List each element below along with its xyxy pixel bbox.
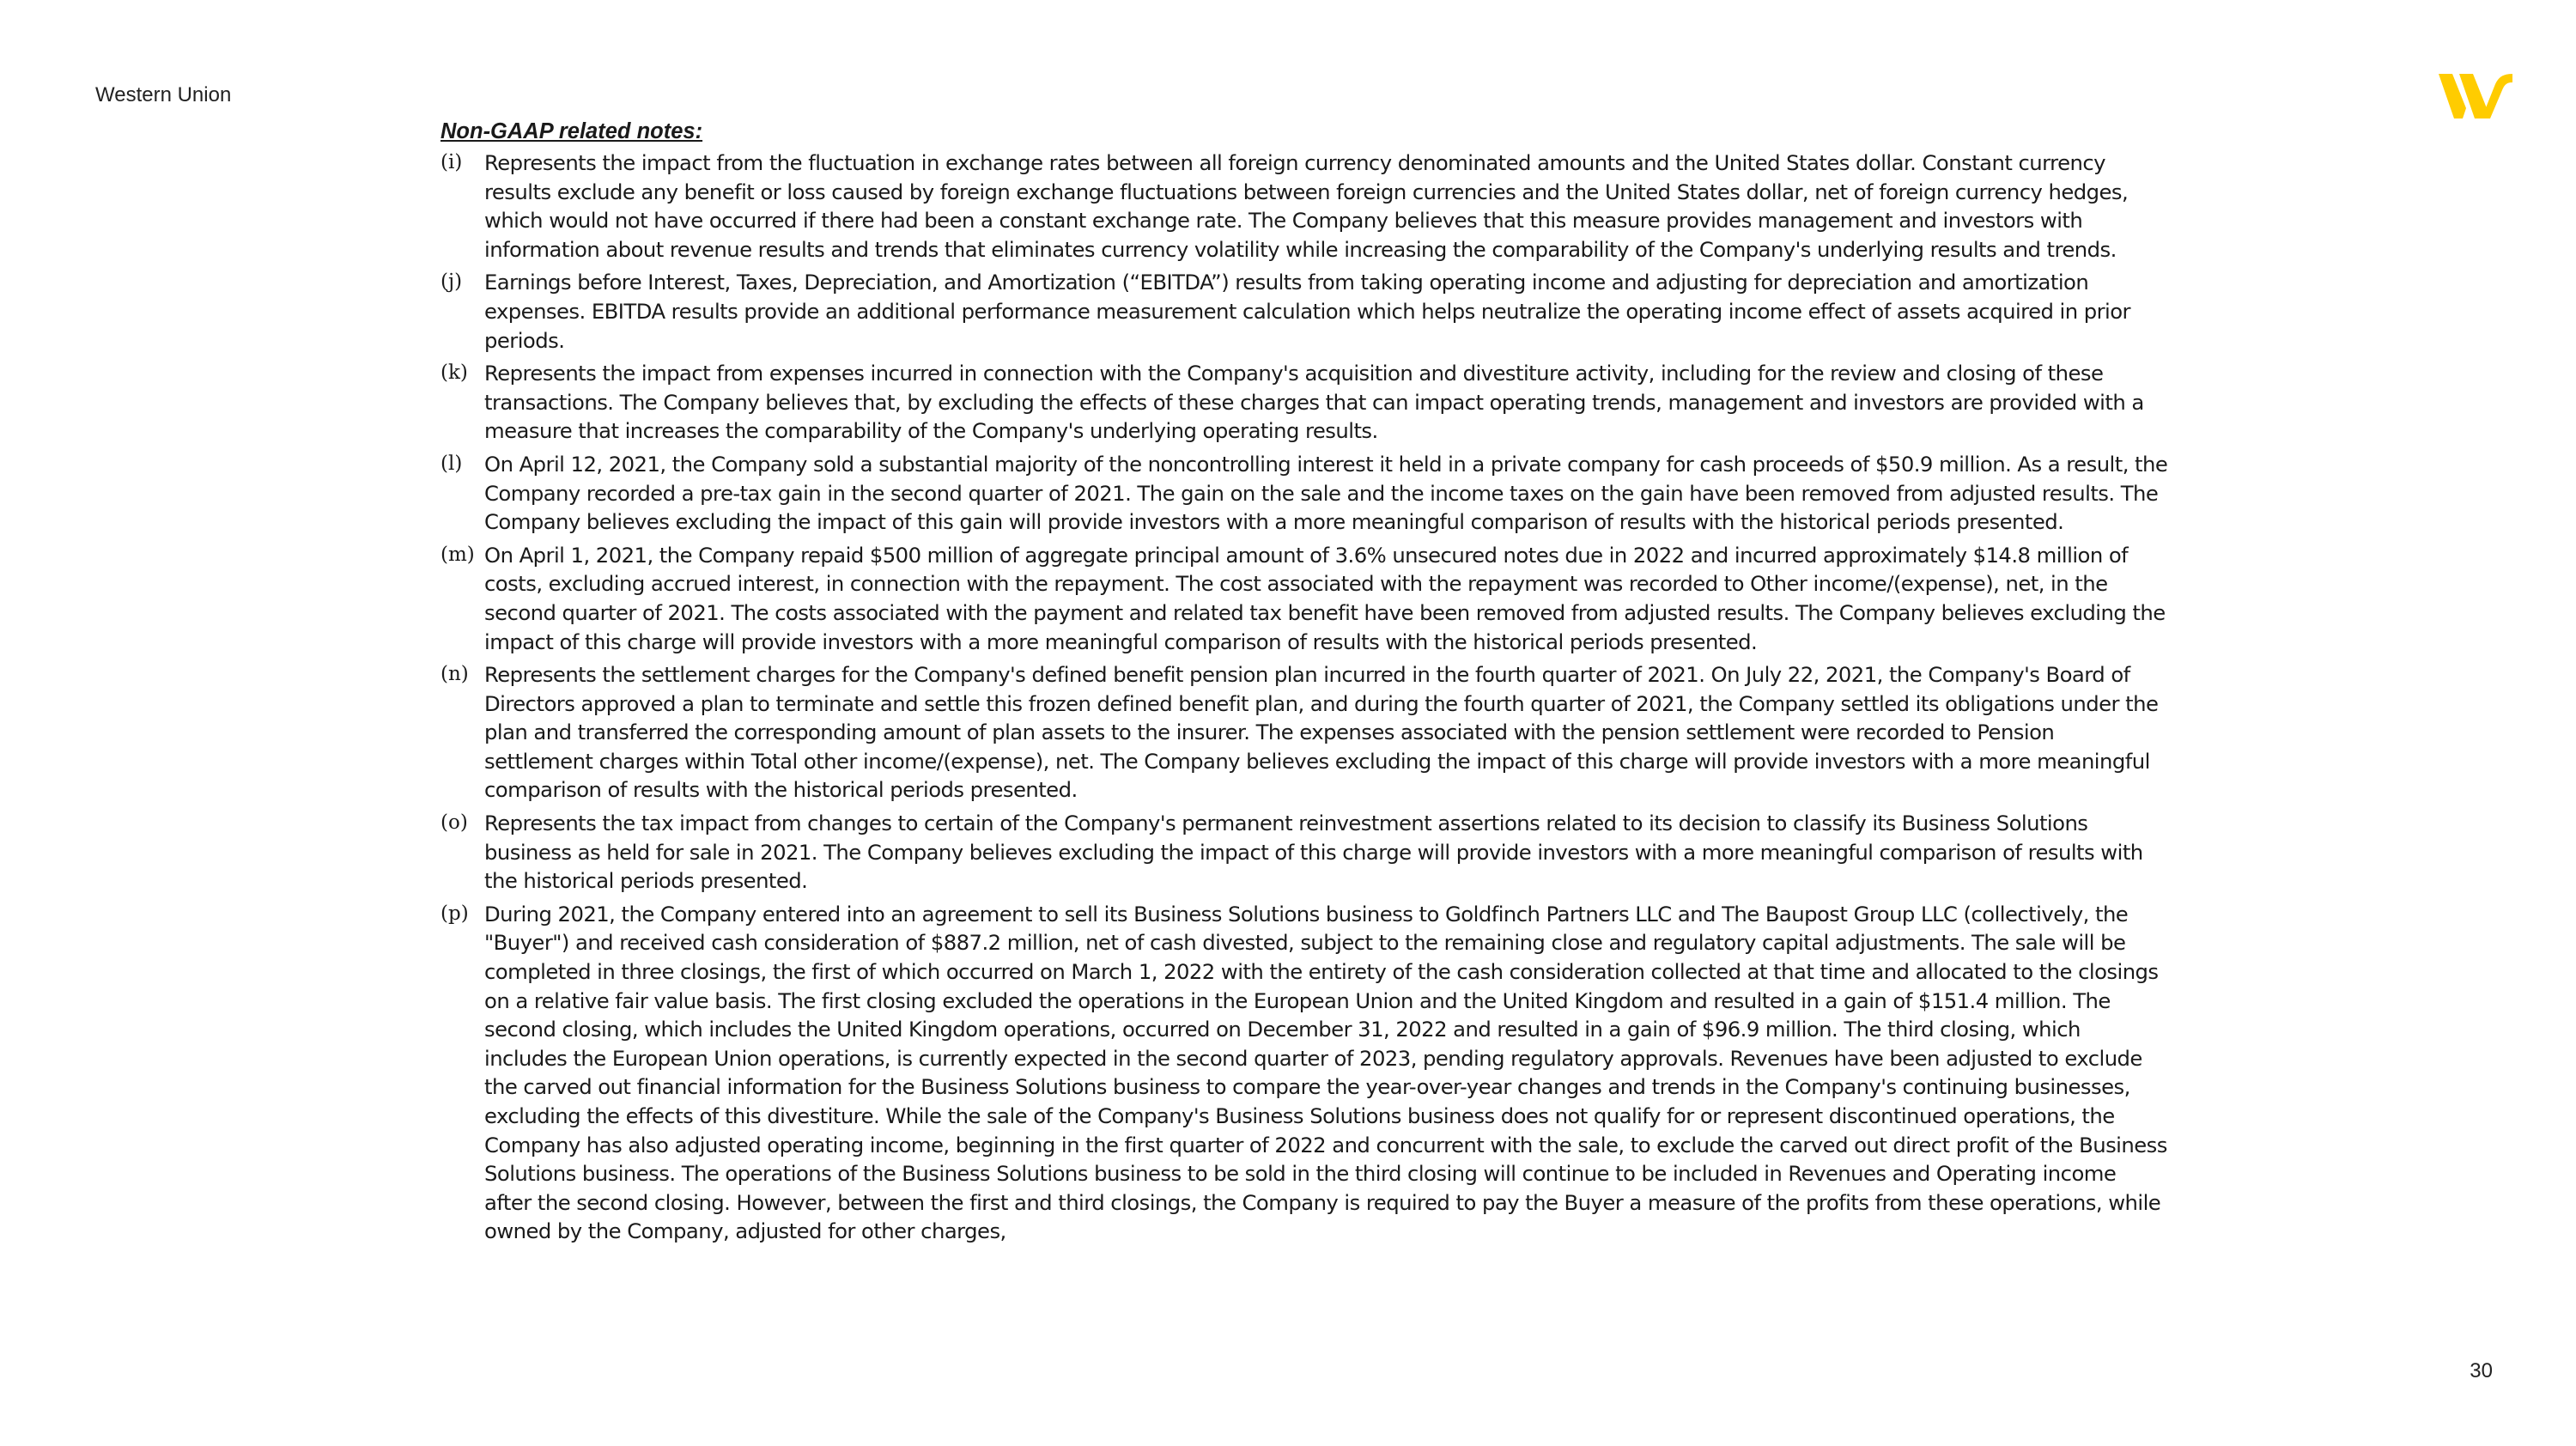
note-item-j [440, 268, 2168, 355]
note-text: On April 1, 2021, the Company repaid $500 million of aggregate principal amount of 3.6% unsecured notes due in 2022 and incurred approximately $14.8 million of costs, excluding accrued interest, in connection with the repayment. The cost associated with the repayment was recorded to Other income/(expense), net, in the second quarter of 2021. The costs associated with the payment and related tax benefit have been removed from adjusted results. The Company believes excluding the impact of this charge will provide investors with a more meaningful comparison of results with the historical periods presented. [484, 542, 2166, 654]
note-marker: (p) [440, 902, 469, 925]
note-marker: (n) [440, 663, 469, 686]
note-text: Earnings before Interest, Taxes, Depreciation, and Amortization (“EBITDA”) results from taking operating income and adjusting for depreciation and amortization expenses. EBITDA results provide an additional performance measurement calculation which helps neutralize the operating income effect of assets acquired in prior periods. [484, 270, 2131, 353]
note-marker: (k) [440, 362, 468, 385]
note-text: Represents the impact from the fluctuation in exchange rates between all foreign currency denominated amounts and the United States dollar. Constant currency results exclude any benefit or loss caused by foreign exchange fluctuations between foreign currencies and the United States dollar, net of foreign currency hedges, which would not have occurred if there had been a constant exchange rate. The Company believes that this measure provides management and investors with information about revenue results and trends that eliminates currency volatility while increasing the comparability of the Company's underlying results and trends. [484, 150, 2129, 262]
note-text: Represents the tax impact from changes to certain of the Company's permanent reinvestment assertions related to its decision to classify its Business Solutions business as held for sale in 2021. The Company believes excluding the impact of this charge will provide investors with a more meaningful comparison of results with the historical periods presented. [484, 811, 2143, 894]
note-item-n [440, 660, 2168, 805]
note-marker: (i) [440, 151, 463, 173]
note-marker: (j) [440, 270, 463, 294]
notes-title: Non-GAAP related notes: [440, 119, 703, 143]
note-item-k [440, 359, 2168, 446]
note-item-m [440, 541, 2168, 656]
note-marker: (m) [440, 543, 475, 566]
non-gaap-notes [440, 117, 2168, 1250]
note-text: On April 12, 2021, the Company sold a substantial majority of the noncontrolling interest it held in a private company for cash proceeds of $50.9 million. As a result, the Company recorded a pre-tax gain in the second quarter of 2021. The gain on the sale and the income taxes on the gain have been removed from adjusted results. The Company believes excluding the impact of this gain will provide investors with a more meaningful comparison of results with the historical periods presented. [484, 451, 2168, 535]
page-number: 30 [2470, 1359, 2493, 1382]
logo-stroke-right [2482, 74, 2512, 118]
company-name: Western Union [95, 83, 232, 106]
note-item-p [440, 900, 2168, 1246]
note-item-i [440, 149, 2168, 264]
note-text: During 2021, the Company entered into an agreement to sell its Business Solutions business to Goldfinch Partners LLC and The Baupost Group LLC (collectively, the "Buyer") and received cash consideration of $887.2 million, net of cash divested, subject to the remaining close and regulatory capital adjustments. The sale will be completed in three closings, the first of which occurred on March 1, 2022 with the entirety of the cash consideration collected at that time and allocated to the closings on a relative fair value basis. The first closing excluded the operations in the European Union and the United Kingdom and resulted in a gain of $151.4 million. The second closing, which includes the United Kingdom operations, occurred on December 31, 2022 and resulted in a gain of $96.9 million. The third closing, which includes the European Union operations, is currently expected in the second quarter of 2023, pending regulatory approvals. Revenues have been adjusted to exclude the carved out financial information for the Business Solutions business to compare the year-over-year changes and trends in the Company's continuing businesses, excluding the effects of this divestiture. While the sale of the Company's Business Solutions business does not qualify for or represent discontinued operations, the Company has also adjusted operating income, beginning in the first quarter of 2022 and concurrent with the sale, to exclude the carved out direct profit of the Business Solutions business. The operations of the Business Solutions business to be sold in the third closing will continue to be included in Revenues and Operating income after the second closing. However, between the first and third closings, the Company is required to pay the Buyer a measure of the profits from these operations, while owned by the Company, adjusted for other charges, [484, 901, 2167, 1244]
western-union-logo [2439, 74, 2512, 118]
note-marker: (l) [440, 452, 463, 475]
note-item-o [440, 809, 2168, 896]
note-text: Represents the impact from expenses incurred in connection with the Company's acquisition and divestiture activity, including for the review and closing of these transactions. The Company believes that, by excluding the effects of these charges that can impact operating trends, management and investors are provided with a measure that increases the comparability of the Company's underlying operating results. [484, 361, 2144, 444]
note-text: Represents the settlement charges for the Company's defined benefit pension plan incurred in the fourth quarter of 2021. On July 22, 2021, the Company's Board of Directors approved a plan to terminate and settle this frozen defined benefit plan, and during the fourth quarter of 2021, the Company settled its obligations under the plan and transferred the corresponding amount of plan assets to the insurer. The expenses associated with the pension settlement were recorded to Pension settlement charges within Total other income/(expense), net. The Company believes excluding the impact of this charge will provide investors with a more meaningful comparison of results with the historical periods presented. [484, 662, 2159, 803]
note-marker: (o) [440, 811, 468, 835]
note-item-l [440, 450, 2168, 537]
